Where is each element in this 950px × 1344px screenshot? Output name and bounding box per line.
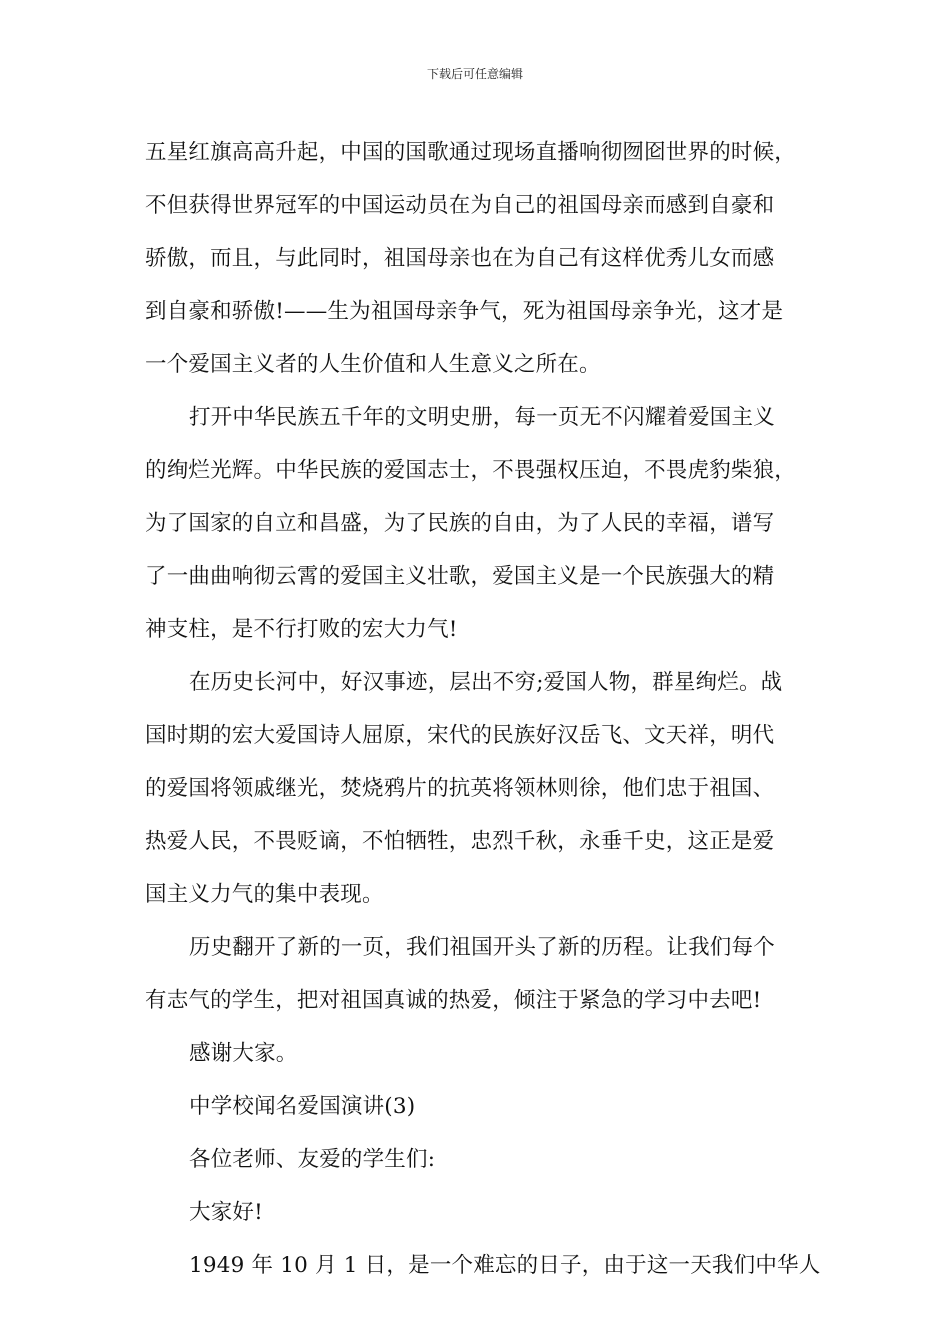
text-line: 各位老师、友爱的学生们:: [189, 1147, 436, 1172]
text-line: 不但获得世界冠军的中国运动员在为自己的祖国母亲而感到自豪和: [145, 193, 775, 218]
text-line: 热爱人民，不畏贬谪，不怕牺牲，忠烈千秋，永垂千史，这正是爱: [145, 829, 775, 854]
text-line: 历史翻开了新的一页，我们祖国开头了新的历程。让我们每个: [189, 935, 775, 960]
text-line: 到自豪和骄傲!——生为祖国母亲争气，死为祖国母亲争光，这才是: [145, 299, 784, 324]
text-line: 1949 年 10 月 1 日，是一个难忘的日子，由于这一天我们中华人: [189, 1253, 821, 1278]
text-line: 一个爱国主义者的人生价值和人生意义之所在。: [145, 352, 601, 377]
text-line: 打开中华民族五千年的文明史册，每一页无不闪耀着爱国主义: [189, 405, 775, 430]
text-line: 在历史长河中，好汉事迹，层出不穷;爱国人物，群星绚烂。战: [189, 670, 783, 695]
text-line: 大家好!: [189, 1200, 263, 1225]
document-body: [145, 126, 821, 1292]
text-line: 骄傲，而且，与此同时，祖国母亲也在为自己有这样优秀儿女而感: [145, 246, 775, 271]
text-line: 的绚烂光辉。中华民族的爱国志士，不畏强权压迫，不畏虎豹柴狼，: [145, 458, 797, 483]
text-line: 为了国家的自立和昌盛，为了民族的自由，为了人民的幸福，谱写: [145, 511, 775, 536]
page-header: 下载后可任意编辑: [426, 67, 523, 81]
text-line: 神支柱，是不行打败的宏大力气!: [145, 617, 458, 642]
text-line: 了一曲曲响彻云霄的爱国主义壮歌，爱国主义是一个民族强大的精: [145, 564, 775, 589]
text-line: 五星红旗高高升起，中国的国歌通过现场直播响彻囫囵世界的时候，: [145, 140, 797, 165]
text-line: 的爱国将领戚继光，焚烧鸦片的抗英将领林则徐，他们忠于祖国、: [145, 776, 775, 801]
text-line: 国时期的宏大爱国诗人屈原，宋代的民族好汉岳飞、文天祥，明代: [145, 723, 775, 748]
text-line: 感谢大家。: [189, 1041, 298, 1066]
text-line: 有志气的学生，把对祖国真诚的热爱，倾注于紧急的学习中去吧!: [145, 988, 762, 1013]
text-line: 国主义力气的集中表现。: [145, 882, 384, 907]
text-line: 中学校闻名爱国演讲(3): [189, 1094, 416, 1119]
